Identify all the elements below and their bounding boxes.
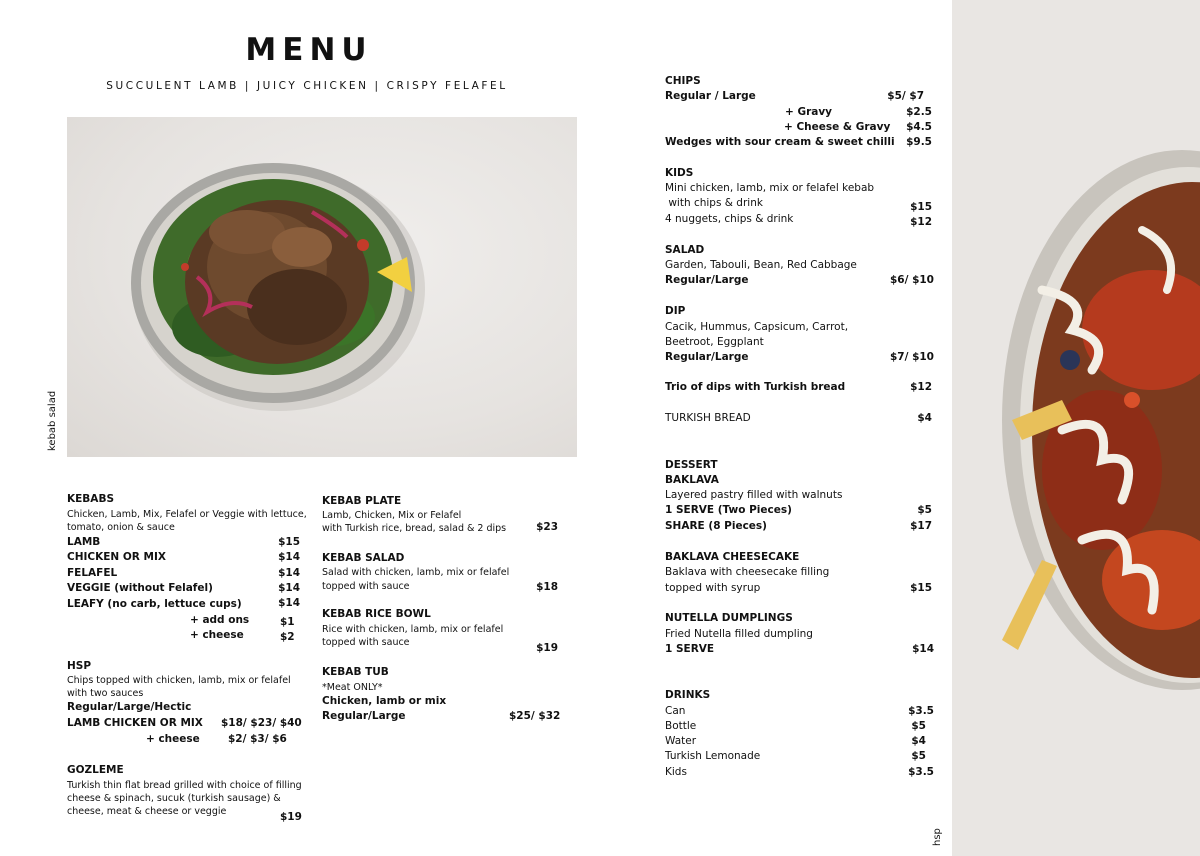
- dip-desc: Cacik, Hummus, Capsicum, Carrot,: [665, 321, 849, 333]
- kebab-salad-heading: KEBAB SALAD: [322, 552, 405, 564]
- drink-name: Water: [665, 735, 697, 747]
- drink-price: $5: [911, 750, 926, 762]
- page-subtitle: SUCCULENT LAMB | JUICY CHICKEN | CRISPY FELAFEL: [106, 80, 508, 92]
- photo-caption-hsp: hsp: [932, 828, 943, 846]
- salad-heading: SALAD: [665, 244, 705, 256]
- gozleme-price: $19: [280, 811, 302, 823]
- chips-sizes: Regular / Large: [665, 90, 756, 102]
- menu-item-price: $14: [278, 582, 300, 594]
- chips-heading: CHIPS: [665, 75, 701, 87]
- kebab-plate-desc: Lamb, Chicken, Mix or Felafel: [322, 510, 462, 521]
- trio-price: $12: [910, 381, 932, 393]
- baklava-share: SHARE (8 Pieces): [665, 520, 767, 532]
- menu-item-price: $15: [278, 536, 300, 548]
- kebab-tub-heading: KEBAB TUB: [322, 666, 389, 678]
- hsp-addon-name: + cheese: [146, 733, 200, 745]
- kebab-salad-illustration: [67, 117, 577, 457]
- kebab-tub-note: *Meat ONLY*: [322, 682, 383, 693]
- menu-item-name: LAMB: [67, 536, 101, 548]
- salad-sizes: Regular/Large: [665, 274, 749, 286]
- trio-name: Trio of dips with Turkish bread: [665, 381, 846, 393]
- kebab-rice-bowl-price: $19: [536, 642, 558, 654]
- drink-name: Bottle: [665, 720, 697, 732]
- drink-price: $3.5: [908, 766, 934, 778]
- dessert-heading: DESSERT: [665, 459, 718, 471]
- drink-price: $3.5: [908, 705, 934, 717]
- kebab-salad-desc: Salad with chicken, lamb, mix or felafel: [322, 567, 510, 578]
- dip-sizes: Regular/Large: [665, 351, 749, 363]
- baklava-share-price: $17: [910, 520, 932, 532]
- salad-desc: Garden, Tabouli, Bean, Red Cabbage: [665, 259, 857, 271]
- hsp-description: Chips topped with chicken, lamb, mix or felafel with two sauces: [67, 675, 291, 699]
- menu-addon-name: + add ons: [190, 614, 250, 626]
- kebab-rice-bowl-desc: topped with sauce: [322, 637, 410, 648]
- salad-price: $6/ $10: [889, 274, 934, 286]
- kids-heading: KIDS: [665, 167, 694, 179]
- cheesecake-price: $15: [910, 582, 932, 594]
- photo-caption-kebab-salad: kebab salad: [47, 390, 58, 451]
- hsp-sizes: Regular/Large/Hectic: [67, 701, 192, 713]
- kebab-rice-bowl-heading: KEBAB RICE BOWL: [322, 608, 431, 620]
- menu-item-price: $14: [278, 597, 300, 609]
- nutella-heading: NUTELLA DUMPLINGS: [665, 612, 793, 624]
- baklava-desc: Layered pastry filled with walnuts: [665, 489, 843, 501]
- turkish-bread-price: $4: [917, 412, 932, 424]
- kebab-plate-heading: KEBAB PLATE: [322, 495, 402, 507]
- drink-name: Turkish Lemonade: [665, 750, 761, 762]
- kids-line: with chips & drink: [665, 197, 763, 209]
- cheesecake-heading: BAKLAVA CHEESECAKE: [665, 551, 800, 563]
- menu-addon-price: $2: [280, 631, 295, 643]
- chips-gravy: + Gravy: [785, 106, 833, 118]
- chips-gravy-price: $2.5: [906, 106, 932, 118]
- hsp-heading: HSP: [67, 660, 92, 672]
- baklava-serve-price: $5: [917, 504, 932, 516]
- dip-desc: Beetroot, Eggplant: [665, 336, 764, 348]
- menu-item-name: CHICKEN OR MIX: [67, 551, 166, 563]
- wedges-name: Wedges with sour cream & sweet chilli: [665, 136, 895, 148]
- chips-cheese-gravy: + Cheese & Gravy: [784, 121, 891, 133]
- drink-price: $5: [911, 720, 926, 732]
- kids-line: 4 nuggets, chips & drink: [665, 213, 794, 225]
- dip-heading: DIP: [665, 305, 686, 317]
- hsp-item-price: $18/ $23/ $40: [221, 717, 302, 729]
- menu-addon-name: + cheese: [190, 629, 244, 641]
- menu-item-name: LEAFY (no carb, lettuce cups): [67, 598, 242, 610]
- chips-cheese-gravy-price: $4.5: [906, 121, 932, 133]
- kebab-salad-photo: [67, 117, 577, 457]
- chips-price: $5/ $7: [887, 90, 924, 102]
- drink-name: Can: [665, 705, 686, 717]
- kebab-plate-desc: with Turkish rice, bread, salad & 2 dips: [322, 523, 507, 534]
- gozleme-description: Turkish thin flat bread grilled with choice of filling cheese & spinach, sucuk (turkish sausage) & cheese, meat & cheese or veggie: [67, 780, 302, 817]
- hsp-item-name: LAMB CHICKEN OR MIX: [67, 717, 203, 729]
- kebabs-heading: KEBABS: [67, 493, 115, 505]
- cheesecake-desc: Baklava with cheesecake filling: [665, 566, 830, 578]
- kebab-plate-price: $23: [536, 521, 558, 533]
- drinks-heading: DRINKS: [665, 689, 711, 701]
- dip-price: $7/ $10: [889, 351, 934, 363]
- hsp-photo: [952, 0, 1200, 856]
- kebab-tub-filling: Chicken, lamb or mix: [322, 695, 447, 707]
- kebab-rice-bowl-desc: Rice with chicken, lamb, mix or felafel: [322, 624, 504, 635]
- menu-item-name: FELAFEL: [67, 567, 118, 579]
- baklava-serve: 1 SERVE (Two Pieces): [665, 504, 792, 516]
- page-title: MENU: [245, 32, 373, 68]
- menu-addon-price: $1: [280, 616, 295, 628]
- nutella-price: $14: [912, 643, 934, 655]
- menu-item-name: VEGGIE (without Felafel): [67, 582, 213, 594]
- kebab-tub-price: $25/ $32: [509, 710, 561, 722]
- gozleme-heading: GOZLEME: [67, 764, 124, 776]
- kebab-tub-sizes: Regular/Large: [322, 710, 406, 722]
- baklava-heading: BAKLAVA: [665, 474, 719, 486]
- drink-name: Kids: [665, 766, 687, 778]
- kebab-salad-price: $18: [536, 581, 558, 593]
- drink-price: $4: [911, 735, 926, 747]
- kids-line: Mini chicken, lamb, mix or felafel kebab: [665, 182, 875, 194]
- cheesecake-desc: topped with syrup: [665, 582, 761, 594]
- kebab-salad-desc: topped with sauce: [322, 581, 410, 592]
- nutella-serve: 1 SERVE: [665, 643, 715, 655]
- nutella-desc: Fried Nutella filled dumpling: [665, 628, 813, 640]
- hsp-addon-price: $2/ $3/ $6: [228, 733, 287, 745]
- turkish-bread-name: TURKISH BREAD: [665, 412, 751, 424]
- wedges-price: $9.5: [906, 136, 932, 148]
- menu-item-price: $14: [278, 551, 300, 563]
- kids-price: $12: [910, 216, 932, 228]
- menu-item-price: $14: [278, 567, 300, 579]
- kids-price: $15: [910, 201, 932, 213]
- hsp-illustration: [952, 0, 1200, 856]
- kebabs-description: Chicken, Lamb, Mix, Felafel or Veggie with lettuce, tomato, onion & sauce: [67, 509, 307, 533]
